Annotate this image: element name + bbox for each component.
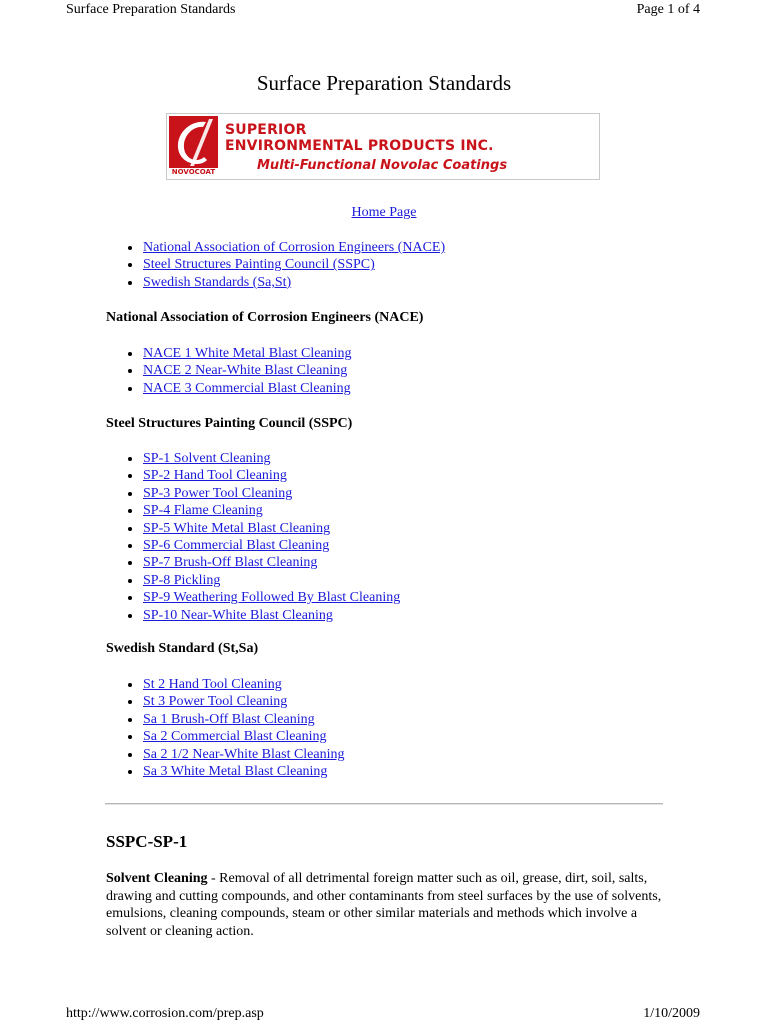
sp-3-link[interactable]: SP-3 Power Tool Cleaning [143,485,293,501]
list-item [143,362,352,379]
toc-link-sspc[interactable]: Steel Structures Painting Council (SSPC) [143,257,375,273]
company-name-line-1: SUPERIOR [225,122,307,138]
nace-2-link[interactable]: NACE 2 Near-White Blast Cleaning [143,363,348,379]
list-item [143,693,345,710]
list-item [143,537,400,554]
list-item [143,450,400,467]
list-item [143,380,352,397]
print-header-title: Surface Preparation Standards [66,2,236,17]
list-item [143,502,400,519]
sp-8-link[interactable]: SP-8 Pickling [143,572,221,588]
sa-2-half-link[interactable]: Sa 2 1/2 Near-White Blast Cleaning [143,746,345,762]
sp-6-link[interactable]: SP-6 Commercial Blast Cleaning [143,538,330,554]
nace-1-link[interactable]: NACE 1 White Metal Blast Cleaning [143,346,352,361]
list-item [143,711,345,728]
home-page-link-row [0,205,768,221]
section-heading-swedish: Swedish Standard (St,Sa) [106,641,259,656]
list-item [143,728,345,745]
company-name-line-2: ENVIRONMENTAL PRODUCTS INC. [225,138,494,154]
print-footer-date: 1/10/2009 [643,1006,700,1021]
sp-1-link[interactable]: SP-1 Solvent Cleaning [143,451,271,466]
list-item [143,554,400,571]
sp-2-link[interactable]: SP-2 Hand Tool Cleaning [143,468,287,484]
list-item [143,763,345,780]
sp-4-link[interactable]: SP-4 Flame Cleaning [143,503,263,519]
nace-3-link[interactable]: NACE 3 Commercial Blast Cleaning [143,380,351,396]
list-item [143,345,352,362]
st-3-link[interactable]: St 3 Power Tool Cleaning [143,694,288,710]
print-footer-url: http://www.corrosion.com/prep.asp [66,1006,264,1021]
toc-item-nace [143,239,445,256]
home-page-link[interactable]: Home Page [351,205,417,220]
logo-caption: NOVOCOAT [169,168,218,177]
section-heading-nace: National Association of Corrosion Engineers (NACE) [106,310,424,325]
c-swoosh-icon [169,116,218,168]
sa-3-link[interactable]: Sa 3 White Metal Blast Cleaning [143,764,328,780]
section-heading-sspc: Steel Structures Painting Council (SSPC) [106,416,353,431]
list-item [143,485,400,502]
sspc-link-list [143,450,400,624]
sp-7-link[interactable]: SP-7 Brush-Off Blast Cleaning [143,555,318,571]
toc-link-nace[interactable]: National Association of Corrosion Engineers (NACE) [143,240,446,255]
list-item [143,572,400,589]
solvent-cleaning-paragraph [106,870,666,940]
list-item [143,607,400,624]
solvent-cleaning-description: - Removal of all detrimental foreign matter such as oil, grease, dirt, soil, salts, drawing and cutting compounds, and other contaminants from steel surfaces by the use of solvents, emulsions, cleaning compounds, steam or other similar materials and methods which involve a solvent or cleaning action. [106,871,662,939]
sp-9-link[interactable]: SP-9 Weathering Followed By Blast Cleaning [143,590,401,606]
sa-1-link[interactable]: Sa 1 Brush-Off Blast Cleaning [143,711,315,727]
table-of-contents [143,239,445,291]
list-item [143,589,400,606]
list-item [143,676,345,693]
toc-item-swedish [143,274,445,291]
list-item [143,520,400,537]
swedish-link-list [143,676,345,780]
sspc-sp-1-heading: SSPC-SP-1 [106,832,188,851]
sp-5-link[interactable]: SP-5 White Metal Blast Cleaning [143,520,331,536]
sp-10-link[interactable]: SP-10 Near-White Blast Cleaning [143,607,333,623]
company-tagline: Multi-Functional Novolac Coatings [257,158,508,173]
toc-link-swedish[interactable]: Swedish Standards (Sa,St) [143,274,292,290]
print-header-page-number: Page 1 of 4 [636,2,700,17]
list-item [143,746,345,763]
solvent-cleaning-term: Solvent Cleaning [106,871,208,886]
toc-item-sspc [143,256,445,273]
nace-link-list [143,345,352,397]
st-2-link[interactable]: St 2 Hand Tool Cleaning [143,677,282,692]
company-banner [166,113,600,180]
horizontal-divider [105,803,663,805]
sa-2-link[interactable]: Sa 2 Commercial Blast Cleaning [143,729,327,745]
page-title: Surface Preparation Standards [256,71,512,95]
list-item [143,467,400,484]
novocoat-logo [169,116,218,177]
